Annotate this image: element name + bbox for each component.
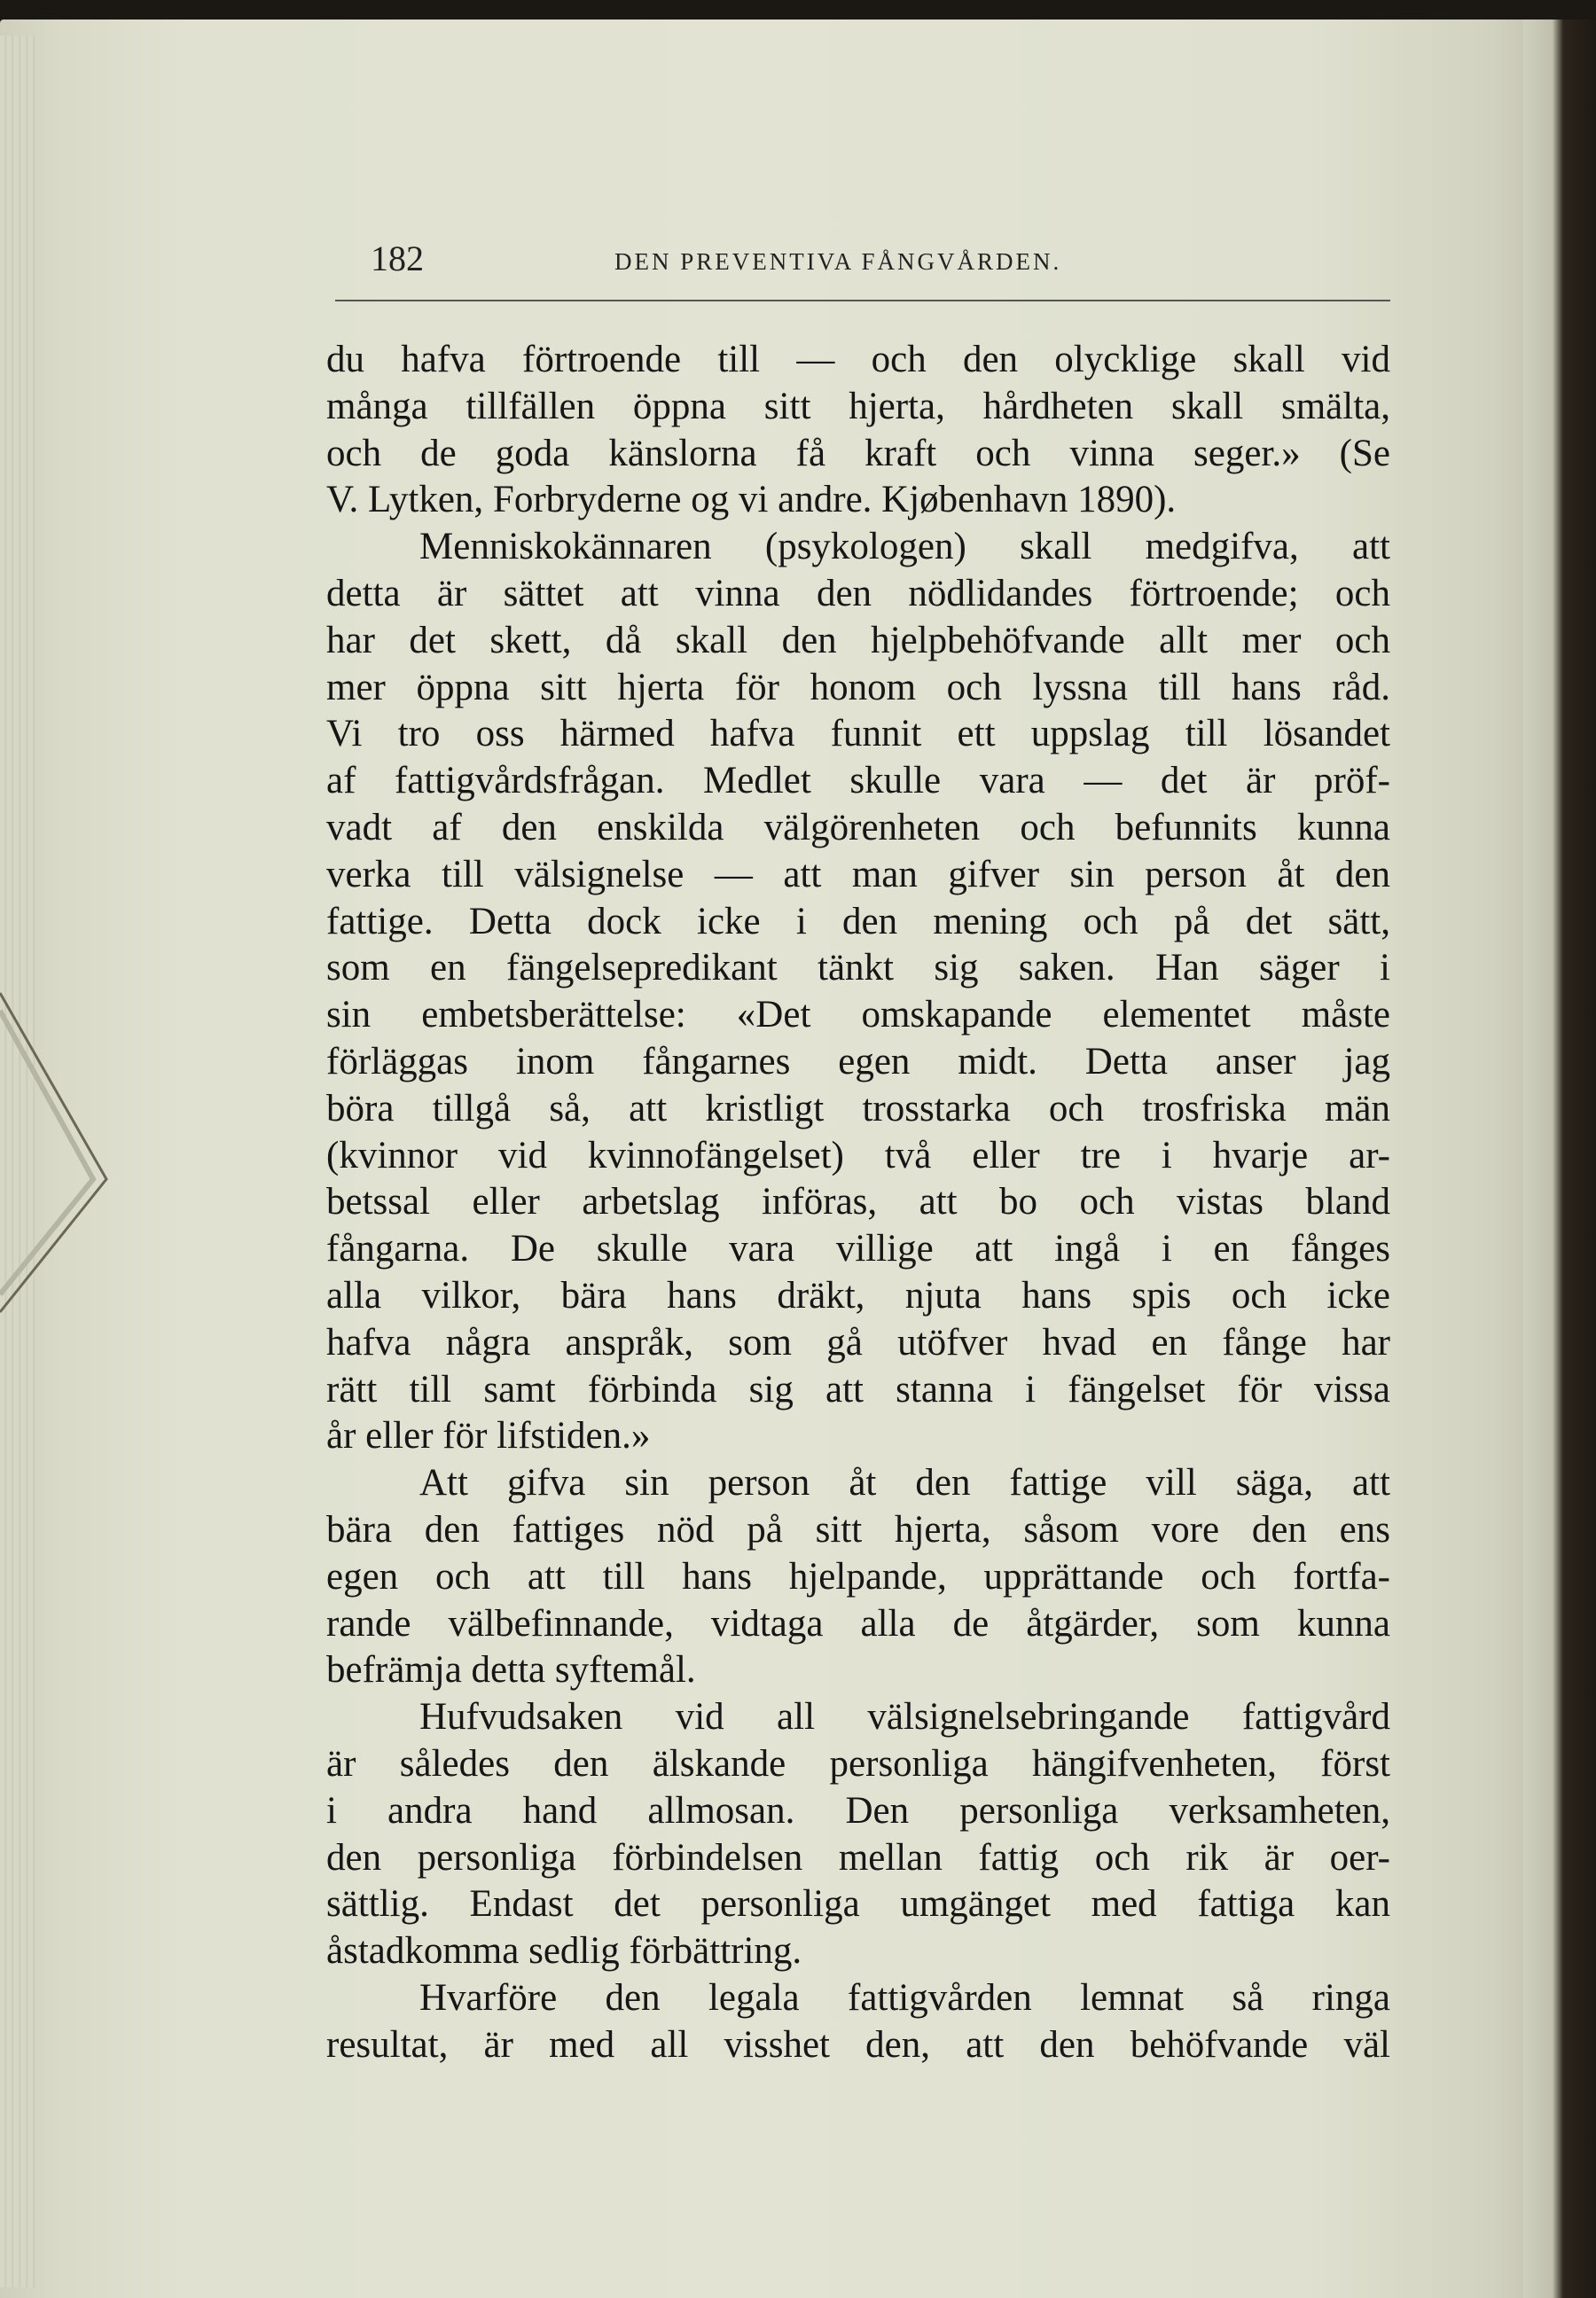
text-line: (kvinnor vid kvinnofängelset) två eller tre i hvarje ar- bbox=[326, 1134, 1390, 1176]
text-line: bära den fattiges nöd på sitt hjerta, såsom vore den ens bbox=[326, 1508, 1390, 1551]
text-line: hafva några anspråk, som gå utöfver hvad en fånge har bbox=[326, 1321, 1390, 1364]
text-line: vadt af den enskilda välgörenheten och befunnits kunna bbox=[326, 806, 1390, 848]
text-line: mer öppna sitt hjerta för honom och lyssna till hans råd. bbox=[326, 666, 1390, 708]
paragraph bbox=[326, 337, 1390, 524]
text-line: Hufvudsaken vid all välsignelsebringande fattigvård bbox=[419, 1696, 1390, 1739]
text-line: betssal eller arbetslag införas, att bo och vistas bland bbox=[326, 1181, 1390, 1223]
text-line: detta är sättet att vinna den nödlidandes förtroende; och bbox=[326, 572, 1390, 614]
text-line: i andra hand allmosan. Den personliga verksamheten, bbox=[326, 1789, 1390, 1832]
text-line: som en fängelsepredikant tänkt sig saken. Han säger i bbox=[326, 947, 1390, 989]
header-rule bbox=[335, 300, 1390, 301]
text-line: och de goda känslorna få kraft och vinna seger.» (Se bbox=[326, 432, 1390, 474]
running-title: DEN PREVENTIVA FÅNGVÅRDEN. bbox=[614, 248, 1062, 275]
text-line: Vi tro oss härmed hafva funnit ett uppslag till lösandet bbox=[326, 713, 1390, 755]
paragraph bbox=[326, 1975, 1390, 2069]
text-line: egen och att till hans hjelpande, upprättande och fortfa- bbox=[326, 1555, 1390, 1598]
text-line: fångarna. De skulle vara villige att ingå i en fånges bbox=[326, 1228, 1390, 1270]
text-line: fattige. Detta dock icke i den mening och på det sätt, bbox=[326, 900, 1390, 942]
text-line: resultat, är med all visshet den, att den behöfvande väl bbox=[326, 2023, 1390, 2066]
text-line: har det skett, då skall den hjelpbehöfvande allt mer och bbox=[326, 619, 1390, 661]
body-text bbox=[326, 337, 1390, 2068]
paragraph bbox=[326, 1460, 1390, 1694]
text-line: sättlig. Endast det personliga umgänget med fattiga kan bbox=[326, 1883, 1390, 1926]
text-line: du hafva förtroende till — och den olycklige skall vid bbox=[326, 339, 1390, 380]
text-line: är således den älskande personliga hängifvenheten, först bbox=[326, 1742, 1390, 1785]
paragraph bbox=[326, 1694, 1390, 1975]
text-line: böra tillgå så, att kristligt trosstarka och trosfriska män bbox=[326, 1087, 1390, 1129]
page-number: 182 bbox=[371, 238, 424, 278]
text-line: sin embetsberättelse: «Det omskapande elementet måste bbox=[326, 994, 1390, 1036]
text-line: Att gifva sin person åt den fattige vill säga, att bbox=[419, 1462, 1390, 1505]
folded-page-corner-mark bbox=[0, 958, 142, 1330]
text-line: Hvarföre den legala fattigvården lemnat så ringa bbox=[419, 1976, 1390, 2019]
text-line: befrämja detta syftemål. bbox=[326, 1649, 696, 1692]
text-line: rande välbefinnande, vidtaga alla de åtgärder, som kunna bbox=[326, 1602, 1390, 1645]
text-line: af fattigvårdsfrågan. Medlet skulle vara — det är pröf- bbox=[326, 760, 1390, 802]
text-line: V. Lytken, Forbryderne og vi andre. Kjøbenhavn 1890). bbox=[326, 479, 1177, 521]
text-line: många tillfällen öppna sitt hjerta, hårdheten skall smälta, bbox=[326, 385, 1390, 427]
page-header bbox=[371, 238, 1390, 291]
text-line: alla vilkor, bära hans dräkt, njuta hans spis och icke bbox=[326, 1274, 1390, 1317]
text-line: rätt till samt förbinda sig att stanna i fängelset för vissa bbox=[326, 1368, 1390, 1411]
text-line: verka till välsignelse — att man gifver sin person åt den bbox=[326, 853, 1390, 895]
paragraph bbox=[326, 524, 1390, 1460]
text-line: den personliga förbindelsen mellan fattig och rik är oer- bbox=[326, 1836, 1390, 1879]
text-line: år eller för lifstiden.» bbox=[326, 1415, 651, 1458]
page-right-edge bbox=[1523, 20, 1596, 2298]
text-line: åstadkomma sedlig förbättring. bbox=[326, 1930, 802, 1973]
text-line: Menniskokännaren (psykologen) skall medgifva, att bbox=[419, 526, 1390, 568]
text-line: förläggas inom fångarnes egen midt. Detta anser jag bbox=[326, 1040, 1390, 1083]
